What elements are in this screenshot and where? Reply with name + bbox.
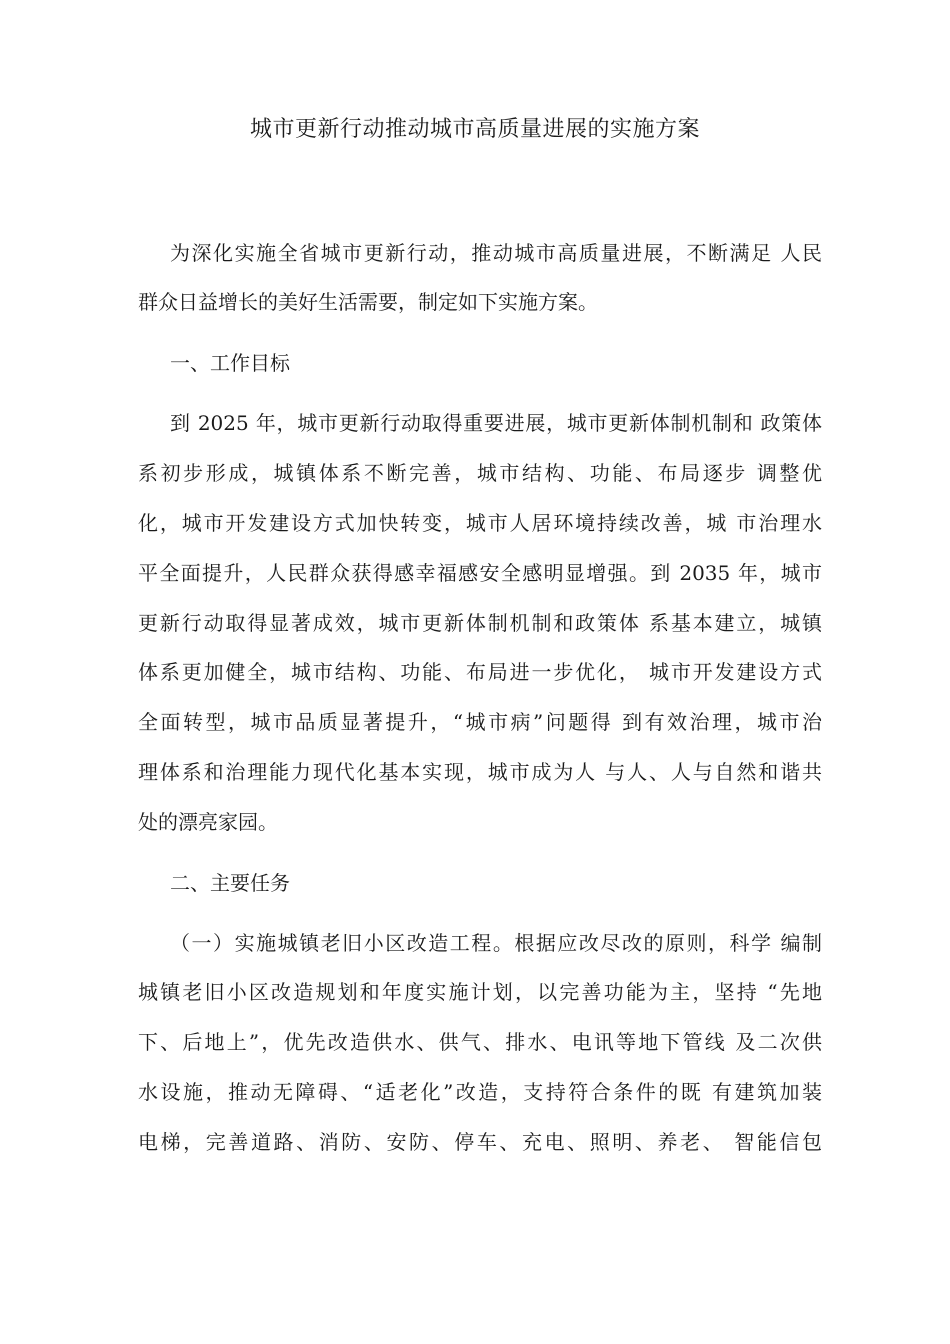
paragraph-line: （一）实施城镇老旧小区改造工程。根据应改尽改的原则，科学 编制: [170, 931, 822, 955]
paragraph-line: 理体系和治理能力现代化基本实现，城市成为人 与人、人与自然和谐共: [138, 760, 822, 784]
intro-line-1: 为深化实施全省城市更新行动，推动城市高质量进展，不断满足 人民: [170, 241, 822, 265]
intro-line-2: 群众日益增长的美好生活需要，制定如下实施方案。: [138, 290, 598, 314]
paragraph-line: 处的漂亮家园。: [138, 810, 278, 834]
paragraph-line: 水设施，推动无障碍、“适老化”改造，支持符合条件的既 有建筑加装: [138, 1080, 822, 1104]
paragraph-line: 化，城市开发建设方式加快转变，城市人居环境持续改善，城 市治理水: [138, 511, 822, 535]
section-heading-goals: 一、工作目标: [170, 351, 290, 375]
paragraph-line: 更新行动取得显著成效，城市更新体制机制和政策体 系基本建立，城镇: [138, 611, 822, 635]
section-heading-tasks: 二、主要任务: [170, 871, 290, 895]
paragraph-line: 到 2025 年，城市更新行动取得重要进展，城市更新体制机制和 政策体: [170, 411, 822, 435]
paragraph-line: 城镇老旧小区改造规划和年度实施计划，以完善功能为主，坚持 “先地: [138, 980, 822, 1004]
paragraph-line: 电梯，完善道路、消防、安防、停车、充电、照明、养老、 智能信包: [138, 1130, 822, 1154]
document-title: 城市更新行动推动城市高质量进展的实施方案: [249, 117, 700, 142]
paragraph-line: 下、后地上”，优先改造供水、供气、排水、电讯等地下管线 及二次供: [138, 1030, 822, 1054]
paragraph-line: 全面转型，城市品质显著提升，“城市病”问题得 到有效治理，城市治: [138, 710, 822, 734]
paragraph-line: 体系更加健全，城市结构、功能、布局进一步优化， 城市开发建设方式: [138, 660, 822, 684]
paragraph-line: 系初步形成，城镇体系不断完善，城市结构、功能、布局逐步 调整优: [138, 461, 822, 485]
paragraph-line: 平全面提升，人民群众获得感幸福感安全感明显增强。到 2035 年，城市: [138, 561, 822, 585]
